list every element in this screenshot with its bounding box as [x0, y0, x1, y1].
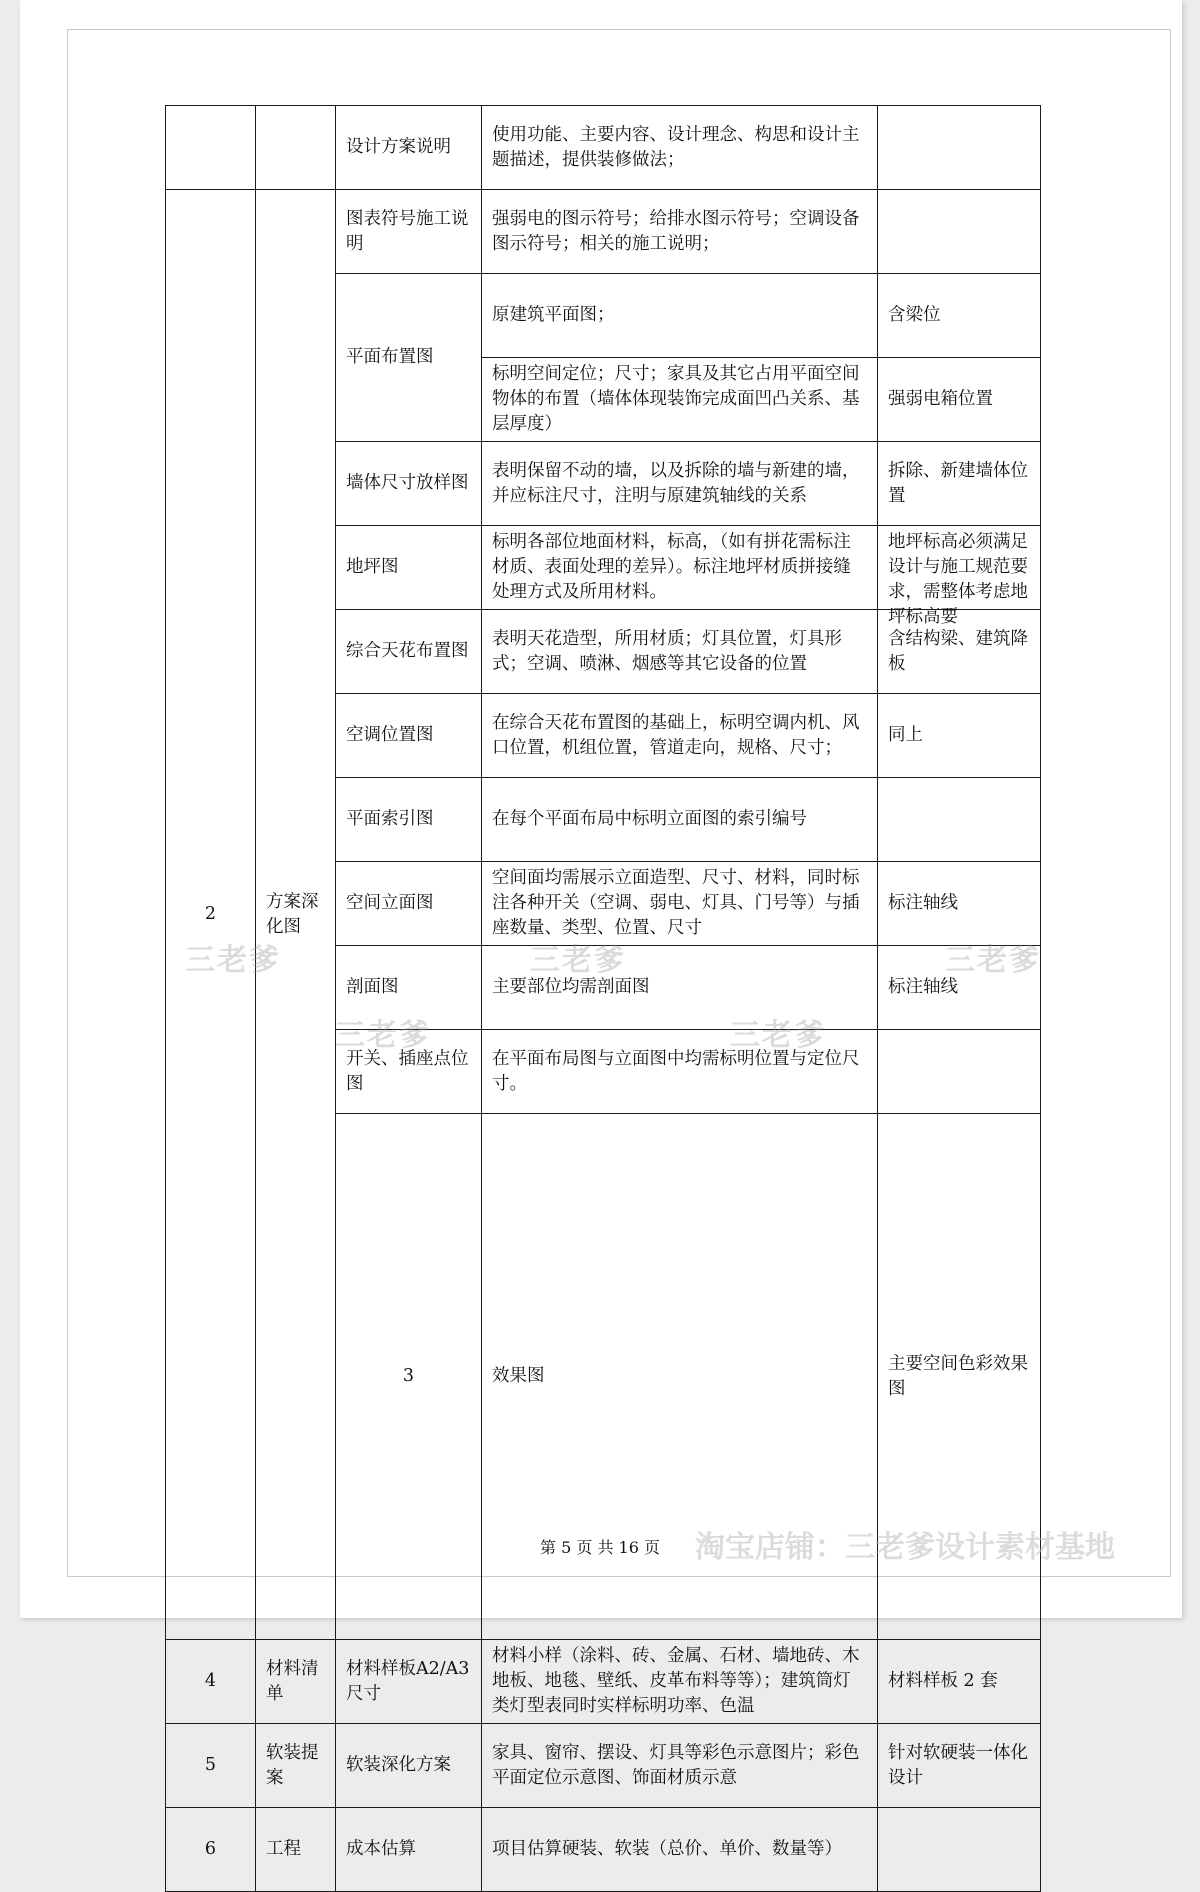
cell-item: 空调位置图	[336, 694, 482, 778]
table-row	[166, 1808, 1041, 1892]
cell-item: 主要空间色彩效果图	[878, 1114, 1041, 1640]
cell-desc: 家具、窗帘、摆设、灯具等彩色示意图片；彩色平面定位示意图、饰面材质示意	[482, 1724, 878, 1808]
cell-note	[878, 1808, 1041, 1892]
watermark: 三老爹	[335, 1018, 431, 1053]
watermark: 三老爹	[945, 943, 1041, 978]
cell-note	[878, 190, 1041, 274]
cell-desc: 原建筑平面图；	[482, 274, 878, 358]
cell-note	[878, 778, 1041, 862]
cell-note: 材料样板 2 套	[878, 1640, 1041, 1724]
watermark: 三老爹	[185, 943, 281, 978]
cell-desc: 表明保留不动的墙，以及拆除的墙与新建的墙，并应标注尺寸，注明与原建筑轴线的关系	[482, 442, 878, 526]
cell-note: 强弱电箱位置	[878, 358, 1041, 442]
cell-note: 同上	[878, 694, 1041, 778]
cell-item: 平面布置图	[336, 274, 482, 442]
cell-note: 标注轴线	[878, 862, 1041, 946]
cell-category: 材料清单	[256, 1640, 336, 1724]
cell-item: 空间立面图	[336, 862, 482, 946]
cell-category	[256, 106, 336, 190]
deliverables-table	[165, 105, 1041, 1892]
page-number: 第 5 页 共 16 页	[540, 1538, 660, 1557]
cell-item: 设计方案说明	[336, 106, 482, 190]
cell-desc: 表明天花造型，所用材质；灯具位置，灯具形式；空调、喷淋、烟感等其它设备的位置	[482, 610, 878, 694]
cell-desc	[482, 1640, 878, 1724]
cell-note: 含结构梁、建筑降板	[878, 610, 1041, 694]
cell-desc	[482, 862, 878, 946]
cell-num: 2	[166, 190, 256, 1640]
cell-desc: 项目估算硬装、软装（总价、单价、数量等）	[482, 1808, 878, 1892]
cell-note	[878, 526, 1041, 627]
cell-item: 综合天花布置图	[336, 610, 482, 694]
cell-desc: 使用功能、主要内容、设计理念、构思和设计主题描述，提供装修做法；	[482, 106, 878, 190]
cell-desc: 在每个平面布局中标明立面图的索引编号	[482, 778, 878, 862]
cell-item: 平面索引图	[336, 778, 482, 862]
cell-category: 方案深化图	[256, 190, 336, 1640]
cell-item: 软装深化方案	[336, 1724, 482, 1808]
cell-note-text: 地坪标高必须满足设计与施工规范要求，需整体考虑地坪标高要	[888, 531, 1028, 627]
cell-num: 4	[166, 1640, 256, 1724]
cell-item: 剖面图	[336, 946, 482, 1030]
table-row	[166, 1724, 1041, 1808]
cell-category: 软装提案	[256, 1724, 336, 1808]
table-row	[166, 190, 1041, 274]
cell-note: 含梁位	[878, 274, 1041, 358]
table-row	[166, 106, 1041, 190]
cell-num: 5	[166, 1724, 256, 1808]
cell-category: 工程	[256, 1808, 336, 1892]
cell-desc-text: 标明各部位地面材料，标高，（如有拼花需标注材质、表面处理的差异）。标注地坪材质拼接缝处理方式及所用材料。	[492, 532, 851, 602]
cell-num	[166, 106, 256, 190]
cell-item: 材料样板A2/A3 尺寸	[336, 1640, 482, 1724]
cell-note: 拆除、新建墙体位置	[878, 442, 1041, 526]
cell-item: 地坪图	[336, 526, 482, 610]
cell-note: 标注轴线	[878, 946, 1041, 1030]
cell-item: 墙体尺寸放样图	[336, 442, 482, 526]
watermark: 三老爹	[730, 1018, 826, 1053]
cell-num: 3	[336, 1114, 482, 1640]
cell-item: 成本估算	[336, 1808, 482, 1892]
table-row	[166, 1640, 1041, 1724]
shop-watermark: 淘宝店铺：三老爹设计素材基地	[695, 1530, 1115, 1565]
cell-desc	[482, 526, 878, 610]
cell-desc: 主要部位均需剖面图	[482, 946, 878, 1030]
cell-desc-text: 空间面均需展示立面造型、尺寸、材料，同时标注各种开关（空调、弱电、灯具、门号等）与插座数量、类型、位置、尺寸	[492, 868, 860, 938]
cell-item: 开关、插座点位图	[336, 1030, 482, 1114]
cell-desc-text: 材料小样（涂料、砖、金属、石材、墙地砖、木地板、地毯、壁纸、皮革布料等等）；建筑筒灯类灯型表同时实样标明功率、色温	[492, 1646, 860, 1716]
cell-category: 效果图	[482, 1114, 878, 1640]
cell-item: 图表符号施工说明	[336, 190, 482, 274]
cell-num: 6	[166, 1808, 256, 1892]
cell-desc: 标明空间定位；尺寸；家具及其它占用平面空间物体的布置（墙体体现装饰完成面凹凸关系、基层厚度）	[482, 358, 878, 442]
cell-desc: 在平面布局图与立面图中均需标明位置与定位尺寸。	[482, 1030, 878, 1114]
cell-note	[878, 1030, 1041, 1114]
cell-note	[878, 106, 1041, 190]
cell-desc: 强弱电的图示符号；给排水图示符号；空调设备图示符号；相关的施工说明；	[482, 190, 878, 274]
watermark: 三老爹	[530, 943, 626, 978]
cell-note: 针对软硬装一体化设计	[878, 1724, 1041, 1808]
cell-desc: 在综合天花布置图的基础上，标明空调内机、风口位置，机组位置，管道走向，规格、尺寸；	[482, 694, 878, 778]
